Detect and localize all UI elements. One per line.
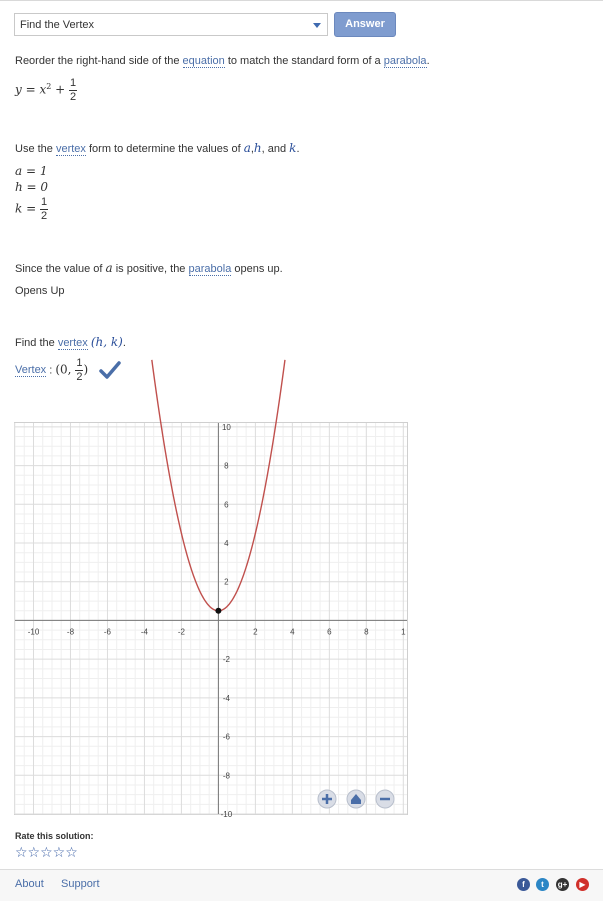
step3-prefix: Since the value of bbox=[15, 263, 106, 275]
graph-canvas bbox=[15, 422, 407, 819]
eq-lhs: y = x bbox=[15, 82, 47, 97]
eq-plus: + bbox=[51, 82, 70, 97]
period-2: . bbox=[122, 337, 126, 349]
footer bbox=[0, 869, 603, 901]
step1-equation bbox=[15, 77, 77, 104]
k-fraction bbox=[40, 196, 48, 223]
hk-coord: (h, k) bbox=[90, 335, 123, 349]
step1-text bbox=[15, 55, 430, 67]
grid-minor bbox=[15, 423, 407, 814]
problem-type-select[interactable] bbox=[14, 13, 328, 36]
var-a: a bbox=[243, 141, 251, 155]
y-tick-label: -6 bbox=[222, 732, 230, 742]
top-divider bbox=[0, 0, 603, 1]
y-tick-label: -2 bbox=[222, 655, 230, 665]
vertex-answer bbox=[15, 357, 88, 384]
x-tick-label: 4 bbox=[290, 627, 295, 637]
eq-exponent: 2 bbox=[46, 81, 52, 91]
y-tick-label: -8 bbox=[222, 771, 230, 781]
var-a-2: a bbox=[105, 261, 113, 275]
var-h: h bbox=[253, 141, 262, 155]
step2-text bbox=[15, 141, 300, 155]
tick-labels bbox=[28, 423, 406, 819]
zoom-in-button[interactable] bbox=[318, 790, 336, 808]
eq-fraction bbox=[69, 77, 77, 104]
parabola-link[interactable]: parabola bbox=[383, 55, 427, 67]
eq-denominator: 2 bbox=[70, 91, 77, 103]
rating-stars[interactable]: ☆☆☆☆☆ bbox=[15, 844, 78, 860]
k-value bbox=[15, 196, 48, 223]
step3-middle: is positive, the bbox=[112, 263, 189, 275]
x-tick-label: 2 bbox=[253, 627, 258, 637]
step2-middle: form to determine the values of bbox=[85, 143, 244, 155]
chevron-down-icon bbox=[313, 23, 321, 28]
vertex-point[interactable] bbox=[215, 608, 221, 614]
rating-label: Rate this solution: bbox=[15, 831, 94, 841]
y-tick-label: 4 bbox=[224, 539, 229, 549]
opens-up-result: Opens Up bbox=[15, 285, 65, 297]
answer-button[interactable]: Answer bbox=[334, 12, 396, 37]
y-tick-label: 2 bbox=[224, 577, 229, 587]
y-tick-label: 6 bbox=[224, 500, 229, 510]
y-tick-label: 10 bbox=[221, 422, 231, 432]
step4-text bbox=[15, 335, 126, 349]
step3-suffix: opens up. bbox=[231, 263, 283, 275]
vertex-close: ) bbox=[83, 362, 89, 377]
var-k: k bbox=[289, 141, 297, 155]
step2-prefix: Use the bbox=[15, 143, 56, 155]
support-link[interactable]: Support bbox=[61, 878, 100, 890]
k-denominator: 2 bbox=[40, 210, 48, 222]
eq-numerator: 1 bbox=[70, 77, 77, 89]
comma: , bbox=[250, 143, 254, 155]
checkmark-icon bbox=[99, 360, 121, 382]
x-tick-label: -2 bbox=[177, 627, 185, 637]
x-tick-label: 8 bbox=[364, 627, 369, 637]
vertex-numerator: 1 bbox=[76, 357, 83, 369]
x-tick-label: -8 bbox=[66, 627, 75, 637]
h-value: h = 0 bbox=[15, 180, 49, 194]
parabola-link-2[interactable]: parabola bbox=[188, 263, 232, 275]
comma-and: , and bbox=[261, 143, 290, 155]
step4-prefix: Find the bbox=[15, 337, 58, 349]
k-lhs: k = bbox=[15, 201, 40, 216]
google-plus-icon[interactable]: g+ bbox=[557, 880, 568, 889]
colon: : bbox=[46, 364, 56, 377]
y-tick-label: -10 bbox=[220, 810, 233, 819]
x-tick-label: 1 bbox=[401, 627, 406, 637]
step1-suffix: . bbox=[426, 55, 430, 67]
parabola-graph[interactable] bbox=[14, 422, 408, 819]
about-link[interactable]: About bbox=[15, 878, 44, 890]
k-numerator: 1 bbox=[40, 196, 48, 208]
select-value: Find the Vertex bbox=[20, 19, 94, 31]
y-tick-label: 8 bbox=[224, 461, 229, 471]
equation-link[interactable]: equation bbox=[182, 55, 225, 67]
vertex-link-2[interactable]: vertex bbox=[57, 337, 88, 349]
x-tick-label: 6 bbox=[327, 627, 332, 637]
youtube-icon[interactable]: ▶ bbox=[576, 878, 589, 891]
a-value: a = 1 bbox=[15, 164, 48, 178]
x-tick-label: -4 bbox=[140, 627, 148, 637]
vertex-link[interactable]: vertex bbox=[55, 143, 86, 155]
step3-text bbox=[15, 261, 283, 275]
y-tick-label: -4 bbox=[222, 693, 230, 703]
period: . bbox=[296, 143, 300, 155]
vertex-denominator: 2 bbox=[76, 371, 83, 383]
step1-middle: to match the standard form of a bbox=[224, 55, 384, 67]
twitter-icon[interactable]: t bbox=[536, 878, 549, 891]
vertex-label[interactable]: Vertex bbox=[15, 364, 47, 377]
vertex-open: (0, bbox=[55, 362, 76, 377]
home-button[interactable] bbox=[347, 790, 365, 808]
x-tick-label: -6 bbox=[103, 627, 112, 637]
facebook-icon[interactable]: f bbox=[517, 878, 530, 891]
zoom-out-button[interactable] bbox=[376, 790, 394, 808]
x-tick-label: -10 bbox=[27, 627, 40, 637]
step1-prefix: Reorder the right-hand side of the bbox=[15, 55, 183, 67]
